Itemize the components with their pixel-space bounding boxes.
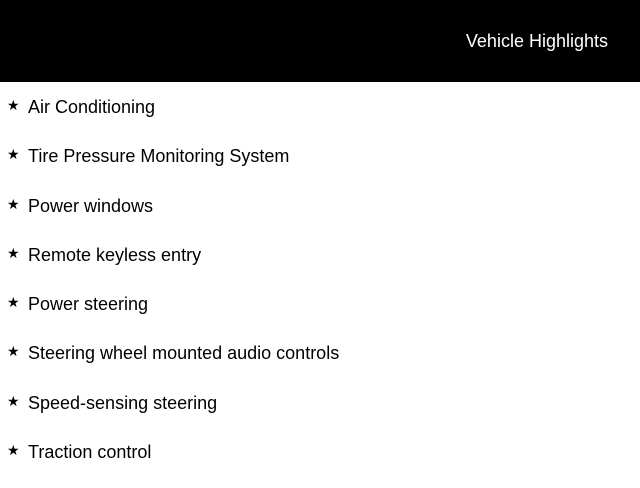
list-item-label: Tire Pressure Monitoring System: [28, 146, 290, 167]
star-icon: ★: [7, 294, 20, 311]
star-icon: ★: [7, 244, 20, 261]
star-icon: ★: [7, 442, 20, 459]
list-item: [0, 193, 640, 242]
list-item: [0, 390, 640, 439]
list-item-label: Power steering: [28, 294, 149, 315]
list-item: [0, 143, 640, 192]
list-item-label: Steering wheel mounted audio controls: [28, 343, 340, 364]
list-item: [0, 242, 640, 291]
list-item: [0, 340, 640, 389]
star-icon: ★: [7, 343, 20, 360]
page-title: Vehicle Highlights: [465, 31, 608, 51]
star-icon: ★: [7, 97, 20, 113]
star-icon: ★: [7, 392, 20, 409]
star-icon: ★: [7, 195, 20, 212]
star-icon: ★: [7, 146, 20, 163]
header-bar: [0, 0, 640, 82]
highlights-list: [0, 94, 640, 488]
list-item-label: Traction control: [28, 442, 152, 463]
list-item-label: Air Conditioning: [28, 97, 156, 117]
list-item-label: Speed-sensing steering: [28, 392, 218, 413]
list-item: [0, 439, 640, 488]
list-item-label: Remote keyless entry: [28, 244, 202, 265]
list-item-label: Power windows: [28, 195, 154, 216]
list-item: [0, 291, 640, 340]
list-item: [0, 94, 640, 143]
